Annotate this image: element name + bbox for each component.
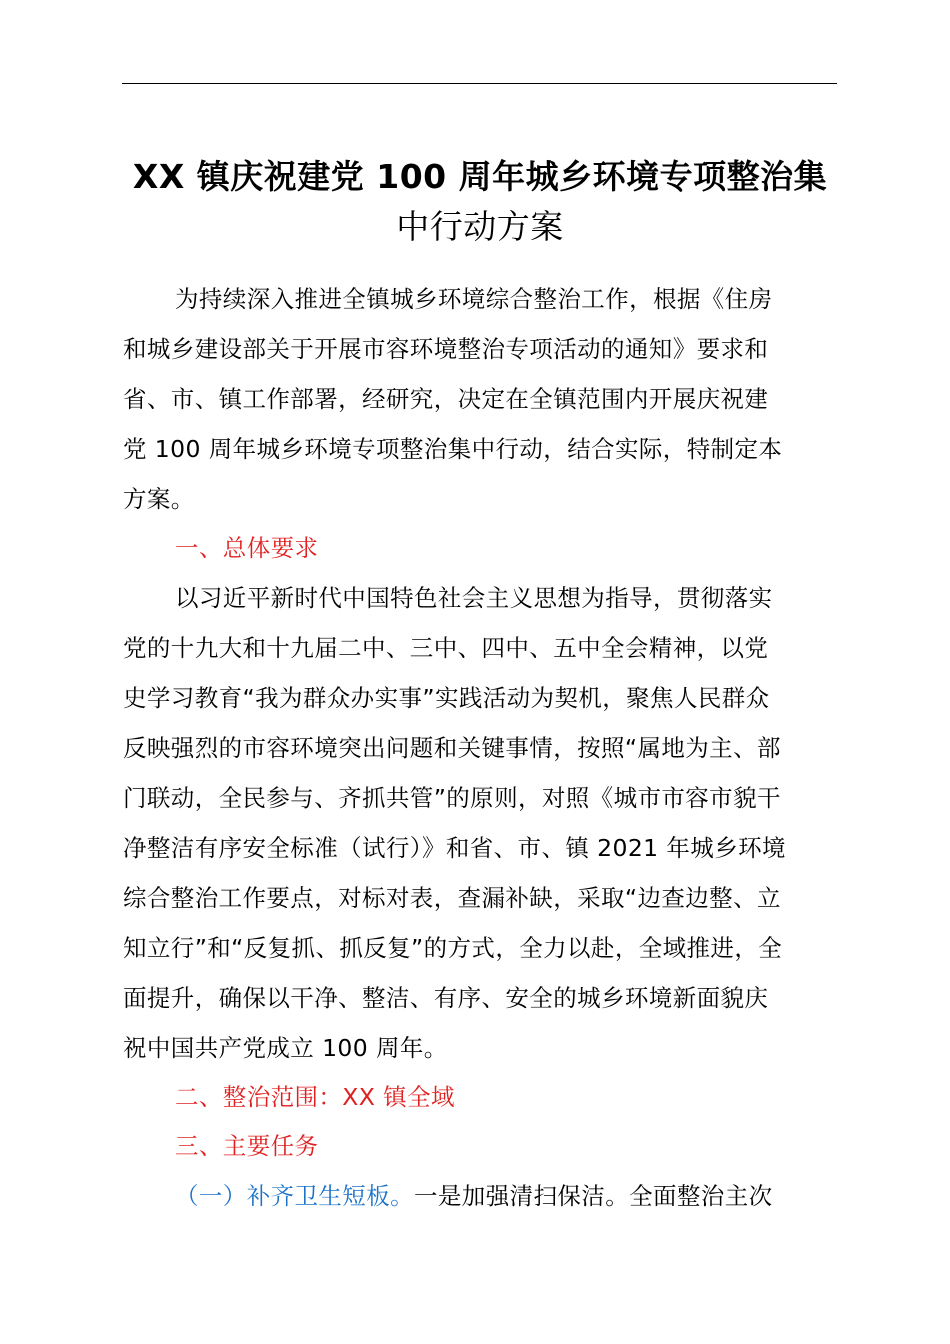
section1-line-6: 净整洁有序安全标准（试行）》和省、市、镇 2021 年城乡环境 — [123, 834, 786, 862]
section1-line-9: 面提升，确保以干净、整洁、有序、安全的城乡环境新面貌庆 — [123, 984, 769, 1012]
section1-line-4: 反映强烈的市容环境突出问题和关键事情，按照“属地为主、部 — [123, 734, 781, 762]
section1-line-1: 以习近平新时代中国特色社会主义思想为指导，贯彻落实 — [175, 584, 773, 612]
section1-heading: 一、总体要求 — [175, 534, 319, 562]
intro-line-4: 党 100 周年城乡环境专项整治集中行动，结合实际，特制定本 — [123, 435, 783, 463]
header-rule — [122, 83, 837, 84]
intro-line-5: 方案。 — [123, 485, 195, 513]
intro-line-3: 省、市、镇工作部署，经研究，决定在全镇范围内开展庆祝建 — [123, 385, 769, 413]
section2-heading: 二、整治范围：XX 镇全域 — [175, 1083, 455, 1111]
section3-sub1-label: （一）补齐卫生短板。 — [175, 1182, 414, 1210]
section1-line-7: 综合整治工作要点，对标对表，查漏补缺，采取“边查边整、立 — [123, 884, 781, 912]
section1-line-10: 祝中国共产党成立 100 周年。 — [123, 1034, 448, 1062]
title-line-2: 中行动方案 — [396, 207, 564, 246]
section3-heading: 三、主要任务 — [175, 1132, 319, 1160]
section1-line-5: 门联动，全民参与、齐抓共管”的原则，对照《城市市容市貌干 — [123, 784, 781, 812]
intro-line-2: 和城乡建设部关于开展市容环境整治专项活动的通知》要求和 — [123, 335, 769, 363]
intro-line-1: 为持续深入推进全镇城乡环境综合整治工作，根据《住房 — [175, 285, 773, 313]
section1-line-2: 党的十九大和十九届二中、三中、四中、五中全会精神，以党 — [123, 634, 769, 662]
section1-line-3: 史学习教育“我为群众办实事”实践活动为契机，聚焦人民群众 — [123, 684, 770, 712]
section3-sub1 — [175, 1181, 839, 1211]
title-line-1: XX 镇庆祝建党 100 周年城乡环境专项整治集 — [132, 157, 828, 196]
document-title — [110, 152, 850, 252]
section3-sub1-text: 一是加强清扫保洁。全面整治主次 — [414, 1182, 773, 1210]
section1-line-8: 知立行”和“反复抓、抓反复”的方式，全力以赴，全域推进，全 — [123, 934, 783, 962]
